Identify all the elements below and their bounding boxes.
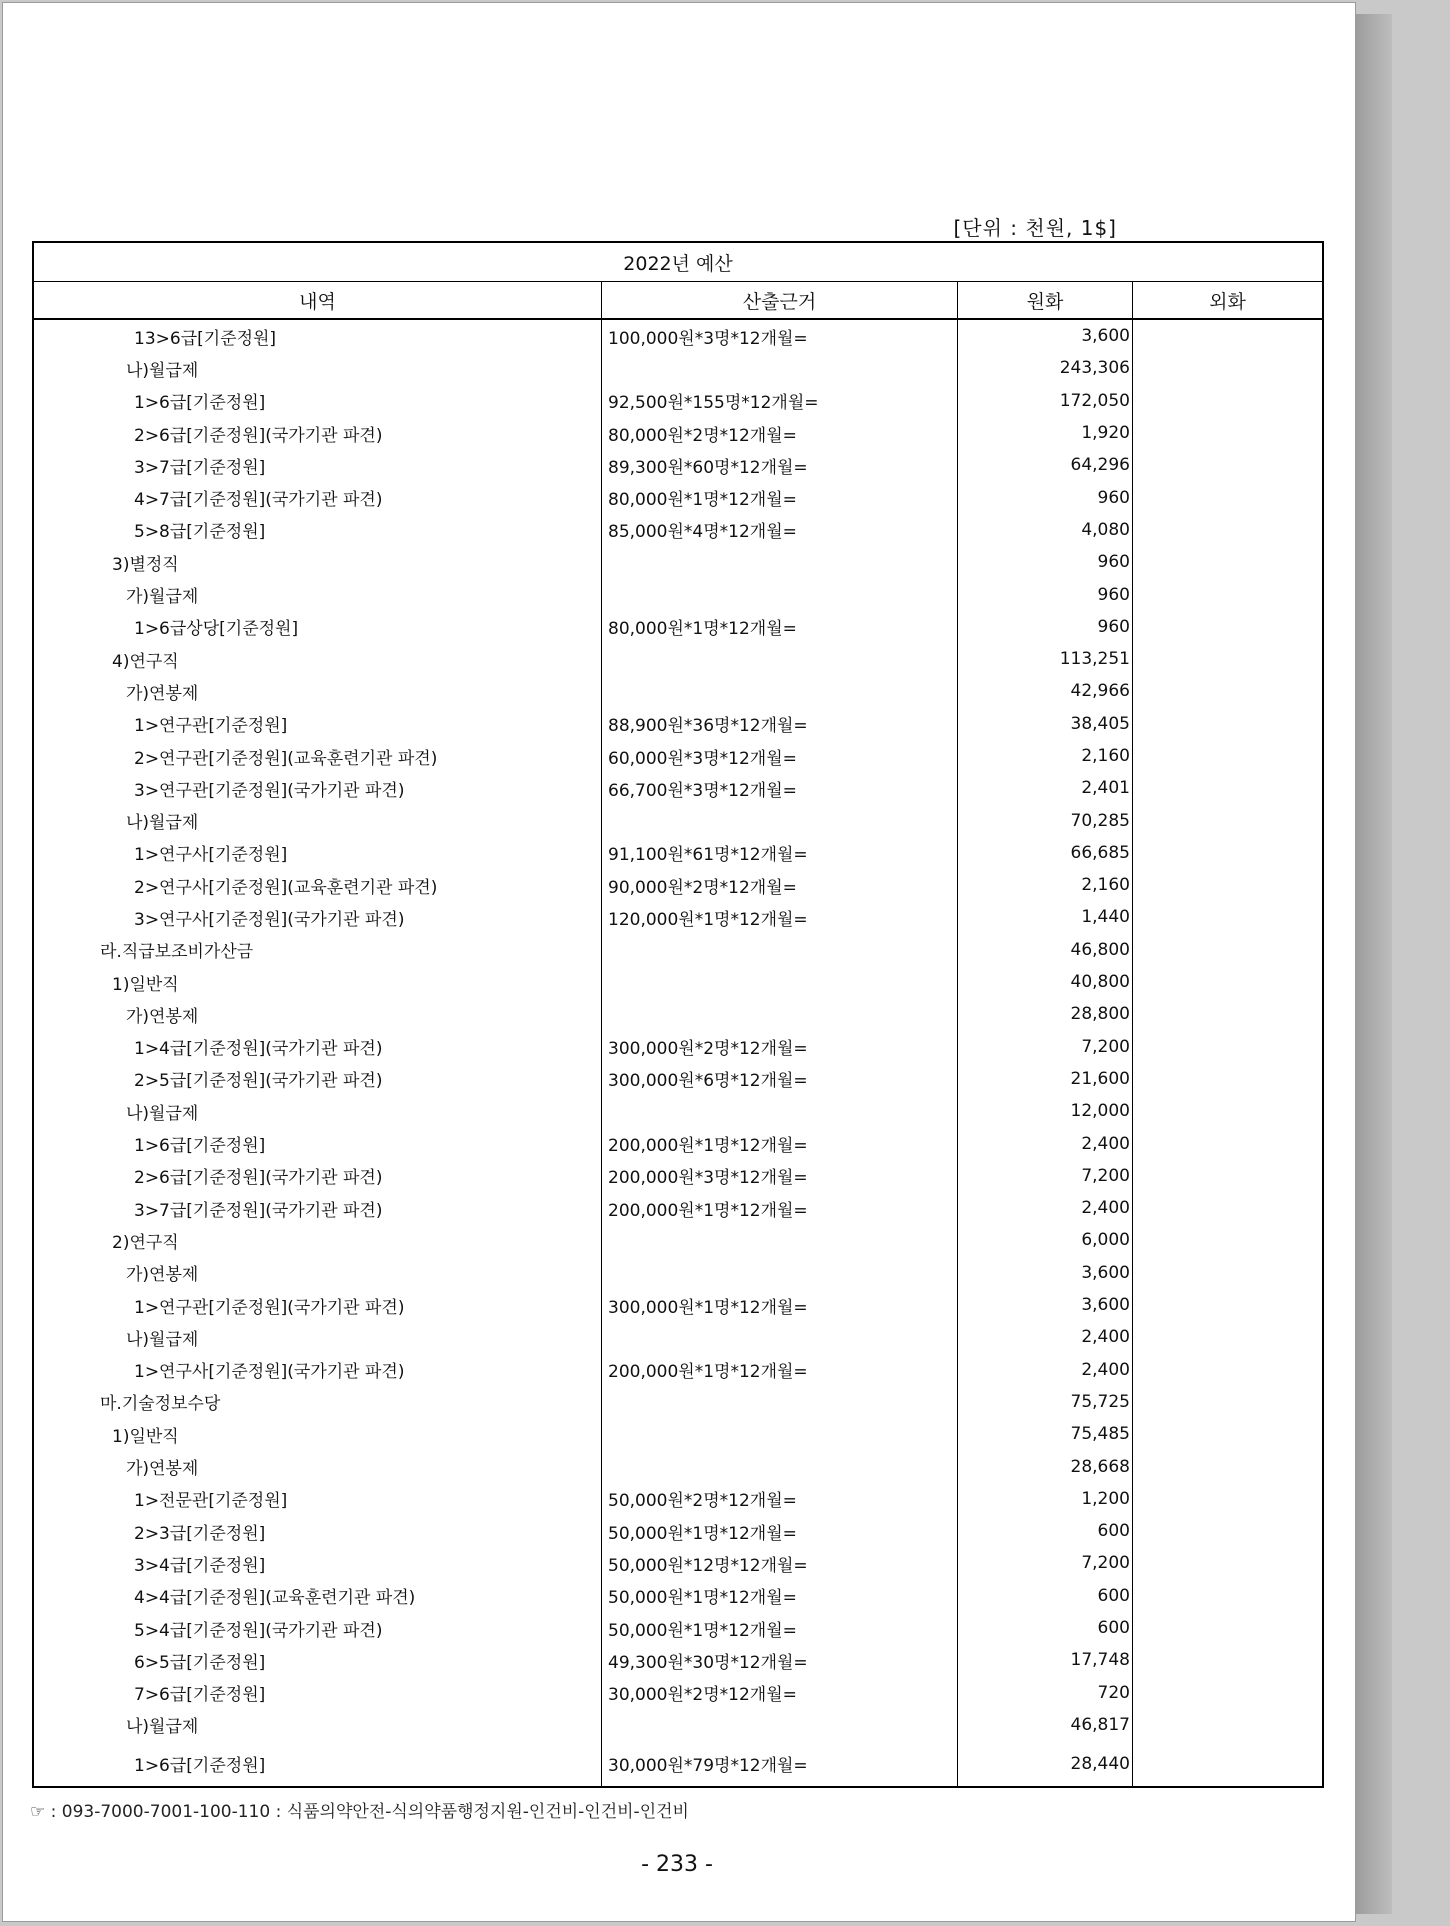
row-krw: 113,251: [958, 643, 1133, 675]
row-basis: 120,000원*1명*12개월=: [602, 901, 958, 933]
page-number: - 233 -: [641, 1852, 713, 1877]
row-foreign: [1133, 1547, 1322, 1579]
row-foreign: [1133, 1483, 1322, 1515]
row-basis: 85,000원*4명*12개월=: [602, 514, 958, 546]
row-krw: 600: [958, 1515, 1133, 1547]
table-row: [34, 934, 1322, 966]
row-krw: 3,600: [958, 320, 1133, 352]
row-item: 1>연구관[기준정원](국가기관 파견): [34, 1289, 602, 1321]
row-item: 가)연봉제: [34, 998, 602, 1030]
row-item: 3>연구관[기준정원](국가기관 파견): [34, 772, 602, 804]
table-row: [34, 1580, 1322, 1612]
table-row: [34, 869, 1322, 901]
table-row: [34, 1321, 1322, 1353]
row-item: 가)월급제: [34, 578, 602, 610]
row-item: 3>연구사[기준정원](국가기관 파견): [34, 901, 602, 933]
row-foreign: [1133, 998, 1322, 1030]
row-item: 1)일반직: [34, 1418, 602, 1450]
row-foreign: [1133, 837, 1322, 869]
row-krw: 17,748: [958, 1644, 1133, 1676]
row-krw: 960: [958, 546, 1133, 578]
table-row: [34, 1354, 1322, 1386]
row-item: 나)월급제: [34, 352, 602, 384]
row-krw: 46,817: [958, 1709, 1133, 1741]
row-krw: 40,800: [958, 966, 1133, 998]
row-krw: 7,200: [958, 1547, 1133, 1579]
table-row: [34, 1063, 1322, 1095]
row-krw: 38,405: [958, 708, 1133, 740]
row-krw: 960: [958, 481, 1133, 513]
table-row: [34, 998, 1322, 1030]
row-foreign: [1133, 320, 1322, 352]
row-foreign: [1133, 1289, 1322, 1321]
row-item: 1>6급상당[기준정원]: [34, 611, 602, 643]
table-row: [34, 966, 1322, 998]
table-row: [34, 1418, 1322, 1450]
row-krw: 243,306: [958, 352, 1133, 384]
row-item: 1>6급[기준정원]: [34, 1127, 602, 1159]
table-row: [34, 804, 1322, 836]
row-item: 1>6급[기준정원]: [34, 385, 602, 417]
row-foreign: [1133, 740, 1322, 772]
row-foreign: [1133, 1612, 1322, 1644]
row-krw: 2,401: [958, 772, 1133, 804]
row-item: 마.기술정보수당: [34, 1386, 602, 1418]
row-krw: 3,600: [958, 1289, 1133, 1321]
row-foreign: [1133, 1127, 1322, 1159]
row-krw: 960: [958, 611, 1133, 643]
table-row: [34, 1676, 1322, 1708]
row-krw: 21,600: [958, 1063, 1133, 1095]
row-basis: 89,300원*60명*12개월=: [602, 449, 958, 481]
row-foreign: [1133, 449, 1322, 481]
table-row: [34, 320, 1322, 352]
row-krw: 600: [958, 1580, 1133, 1612]
row-foreign: [1133, 385, 1322, 417]
row-basis: [602, 998, 958, 1030]
row-basis: [602, 1321, 958, 1353]
row-krw: 720: [958, 1676, 1133, 1708]
row-basis: [602, 966, 958, 998]
row-item: 2>6급[기준정원](국가기관 파견): [34, 417, 602, 449]
table-row: [34, 643, 1322, 675]
row-krw: 28,440: [958, 1741, 1133, 1786]
row-krw: 28,668: [958, 1450, 1133, 1482]
row-item: 나)월급제: [34, 1095, 602, 1127]
row-krw: 2,400: [958, 1127, 1133, 1159]
row-item: 6>5급[기준정원]: [34, 1644, 602, 1676]
row-basis: 88,900원*36명*12개월=: [602, 708, 958, 740]
row-item: 1>연구사[기준정원]: [34, 837, 602, 869]
row-krw: 6,000: [958, 1224, 1133, 1256]
row-basis: 30,000원*2명*12개월=: [602, 1676, 958, 1708]
row-basis: [602, 1386, 958, 1418]
row-foreign: [1133, 1386, 1322, 1418]
row-foreign: [1133, 1095, 1322, 1127]
table-row: [34, 901, 1322, 933]
row-item: 2>연구관[기준정원](교육훈련기관 파견): [34, 740, 602, 772]
table-row: [34, 611, 1322, 643]
row-item: 가)연봉제: [34, 675, 602, 707]
row-foreign: [1133, 966, 1322, 998]
row-foreign: [1133, 546, 1322, 578]
row-item: 4)연구직: [34, 643, 602, 675]
row-basis: 91,100원*61명*12개월=: [602, 837, 958, 869]
account-code-footnote: ☞ : 093-7000-7001-100-110 : 식품의약안전-식의약품행정지원-인건비-인건비-인건비: [30, 1802, 689, 1822]
table-row: [34, 1515, 1322, 1547]
table-row: [34, 1450, 1322, 1482]
row-foreign: [1133, 578, 1322, 610]
table-row: [34, 578, 1322, 610]
row-basis: 90,000원*2명*12개월=: [602, 869, 958, 901]
row-item: 4>4급[기준정원](교육훈련기관 파견): [34, 1580, 602, 1612]
row-basis: 66,700원*3명*12개월=: [602, 772, 958, 804]
row-basis: 200,000원*3명*12개월=: [602, 1160, 958, 1192]
row-foreign: [1133, 901, 1322, 933]
row-basis: [602, 675, 958, 707]
row-item: 3>7급[기준정원]: [34, 449, 602, 481]
header-foreign: 외화: [1209, 290, 1246, 313]
row-basis: [602, 352, 958, 384]
row-item: 가)연봉제: [34, 1257, 602, 1289]
header-krw: 원화: [958, 282, 1133, 318]
row-item: 나)월급제: [34, 1709, 602, 1741]
row-krw: 1,200: [958, 1483, 1133, 1515]
row-basis: [602, 1709, 958, 1741]
row-krw: 28,800: [958, 998, 1133, 1030]
page-edge-shadow: [1356, 14, 1392, 1914]
row-basis: [602, 1095, 958, 1127]
row-krw: 12,000: [958, 1095, 1133, 1127]
row-basis: [602, 1224, 958, 1256]
row-basis: [602, 1418, 958, 1450]
row-item: 3>7급[기준정원](국가기관 파견): [34, 1192, 602, 1224]
row-item: 2)연구직: [34, 1224, 602, 1256]
row-krw: 2,160: [958, 740, 1133, 772]
table-row: [34, 837, 1322, 869]
table-row: [34, 1547, 1322, 1579]
row-basis: 200,000원*1명*12개월=: [602, 1127, 958, 1159]
row-basis: 80,000원*2명*12개월=: [602, 417, 958, 449]
table-body: [34, 320, 1322, 1786]
row-basis: 30,000원*79명*12개월=: [602, 1741, 958, 1786]
row-foreign: [1133, 643, 1322, 675]
row-foreign: [1133, 1354, 1322, 1386]
row-foreign: [1133, 1063, 1322, 1095]
table-row: [34, 385, 1322, 417]
row-basis: 49,300원*30명*12개월=: [602, 1644, 958, 1676]
table-row: [34, 740, 1322, 772]
row-foreign: [1133, 869, 1322, 901]
row-krw: 1,920: [958, 417, 1133, 449]
table-row: [34, 708, 1322, 740]
row-foreign: [1133, 1709, 1322, 1741]
table-row: [34, 1289, 1322, 1321]
row-krw: 42,966: [958, 675, 1133, 707]
row-item: 1)일반직: [34, 966, 602, 998]
row-item: 13>6급[기준정원]: [34, 320, 602, 352]
row-foreign: [1133, 675, 1322, 707]
table-row: [34, 1483, 1322, 1515]
row-item: 3)별정직: [34, 546, 602, 578]
row-krw: 172,050: [958, 385, 1133, 417]
row-krw: 2,400: [958, 1192, 1133, 1224]
row-krw: 75,485: [958, 1418, 1133, 1450]
row-item: 1>전문관[기준정원]: [34, 1483, 602, 1515]
row-basis: 300,000원*6명*12개월=: [602, 1063, 958, 1095]
row-foreign: [1133, 1160, 1322, 1192]
row-basis: [602, 1257, 958, 1289]
row-item: 3>4급[기준정원]: [34, 1547, 602, 1579]
row-item: 라.직급보조비가산금: [34, 934, 602, 966]
table-row: [34, 1160, 1322, 1192]
table-row: [34, 546, 1322, 578]
table-row: [34, 1741, 1322, 1786]
row-foreign: [1133, 1418, 1322, 1450]
row-item: 나)월급제: [34, 804, 602, 836]
row-krw: 70,285: [958, 804, 1133, 836]
row-basis: [602, 934, 958, 966]
table-header-row: [34, 282, 1322, 320]
table-title: 2022년 예산: [34, 243, 1322, 282]
row-item: 1>6급[기준정원]: [34, 1741, 602, 1786]
row-basis: [602, 643, 958, 675]
row-foreign: [1133, 1580, 1322, 1612]
row-item: 5>4급[기준정원](국가기관 파견): [34, 1612, 602, 1644]
row-basis: 300,000원*2명*12개월=: [602, 1031, 958, 1063]
row-item: 2>3급[기준정원]: [34, 1515, 602, 1547]
row-krw: 64,296: [958, 449, 1133, 481]
table-row: [34, 481, 1322, 513]
table-row: [34, 1612, 1322, 1644]
row-basis: 92,500원*155명*12개월=: [602, 385, 958, 417]
table-row: [34, 675, 1322, 707]
row-basis: 80,000원*1명*12개월=: [602, 611, 958, 643]
row-basis: [602, 546, 958, 578]
row-item: 2>6급[기준정원](국가기관 파견): [34, 1160, 602, 1192]
row-krw: 4,080: [958, 514, 1133, 546]
row-krw: 600: [958, 1612, 1133, 1644]
row-krw: 75,725: [958, 1386, 1133, 1418]
row-foreign: [1133, 1257, 1322, 1289]
row-item: 2>5급[기준정원](국가기관 파견): [34, 1063, 602, 1095]
row-item: 2>연구사[기준정원](교육훈련기관 파견): [34, 869, 602, 901]
row-krw: 2,400: [958, 1321, 1133, 1353]
row-foreign: [1133, 1741, 1322, 1786]
row-item: 1>연구관[기준정원]: [34, 708, 602, 740]
row-basis: 200,000원*1명*12개월=: [602, 1192, 958, 1224]
row-basis: 300,000원*1명*12개월=: [602, 1289, 958, 1321]
table-row: [34, 772, 1322, 804]
row-foreign: [1133, 772, 1322, 804]
row-krw: 960: [958, 578, 1133, 610]
header-item: 내역: [34, 282, 602, 318]
row-krw: 46,800: [958, 934, 1133, 966]
row-basis: 50,000원*1명*12개월=: [602, 1612, 958, 1644]
row-item: 1>연구사[기준정원](국가기관 파견): [34, 1354, 602, 1386]
row-basis: 60,000원*3명*12개월=: [602, 740, 958, 772]
table-row: [34, 417, 1322, 449]
row-basis: 200,000원*1명*12개월=: [602, 1354, 958, 1386]
row-item: 가)연봉제: [34, 1450, 602, 1482]
row-krw: 66,685: [958, 837, 1133, 869]
row-krw: 3,600: [958, 1257, 1133, 1289]
row-krw: 1,440: [958, 901, 1133, 933]
row-foreign: [1133, 1676, 1322, 1708]
table-row: [34, 1386, 1322, 1418]
table-row: [34, 1095, 1322, 1127]
table-row: [34, 1709, 1322, 1741]
row-krw: 2,160: [958, 869, 1133, 901]
table-row: [34, 1257, 1322, 1289]
row-basis: 50,000원*1명*12개월=: [602, 1580, 958, 1612]
header-basis: 산출근거: [602, 282, 958, 318]
row-foreign: [1133, 804, 1322, 836]
row-foreign: [1133, 1224, 1322, 1256]
row-basis: 80,000원*1명*12개월=: [602, 481, 958, 513]
unit-label: [단위 : 천원, 1$]: [953, 216, 1117, 240]
row-basis: 50,000원*1명*12개월=: [602, 1515, 958, 1547]
row-foreign: [1133, 417, 1322, 449]
table-row: [34, 1031, 1322, 1063]
row-basis: 50,000원*12명*12개월=: [602, 1547, 958, 1579]
row-basis: [602, 804, 958, 836]
row-basis: 50,000원*2명*12개월=: [602, 1483, 958, 1515]
table-row: [34, 1127, 1322, 1159]
row-foreign: [1133, 1031, 1322, 1063]
row-foreign: [1133, 1192, 1322, 1224]
row-basis: 100,000원*3명*12개월=: [602, 320, 958, 352]
table-row: [34, 1224, 1322, 1256]
table-row: [34, 449, 1322, 481]
row-foreign: [1133, 352, 1322, 384]
row-krw: 7,200: [958, 1031, 1133, 1063]
budget-table: [32, 241, 1324, 1788]
row-foreign: [1133, 611, 1322, 643]
row-foreign: [1133, 481, 1322, 513]
row-foreign: [1133, 514, 1322, 546]
table-row: [34, 514, 1322, 546]
row-item: 1>4급[기준정원](국가기관 파견): [34, 1031, 602, 1063]
row-basis: [602, 1450, 958, 1482]
row-item: 4>7급[기준정원](국가기관 파견): [34, 481, 602, 513]
row-foreign: [1133, 1450, 1322, 1482]
table-row: [34, 1644, 1322, 1676]
table-row: [34, 1192, 1322, 1224]
row-krw: 2,400: [958, 1354, 1133, 1386]
row-item: 5>8급[기준정원]: [34, 514, 602, 546]
row-foreign: [1133, 1515, 1322, 1547]
row-foreign: [1133, 708, 1322, 740]
row-foreign: [1133, 1644, 1322, 1676]
row-item: 7>6급[기준정원]: [34, 1676, 602, 1708]
row-foreign: [1133, 1321, 1322, 1353]
table-row: [34, 352, 1322, 384]
row-item: 나)월급제: [34, 1321, 602, 1353]
row-basis: [602, 578, 958, 610]
row-krw: 7,200: [958, 1160, 1133, 1192]
row-foreign: [1133, 934, 1322, 966]
